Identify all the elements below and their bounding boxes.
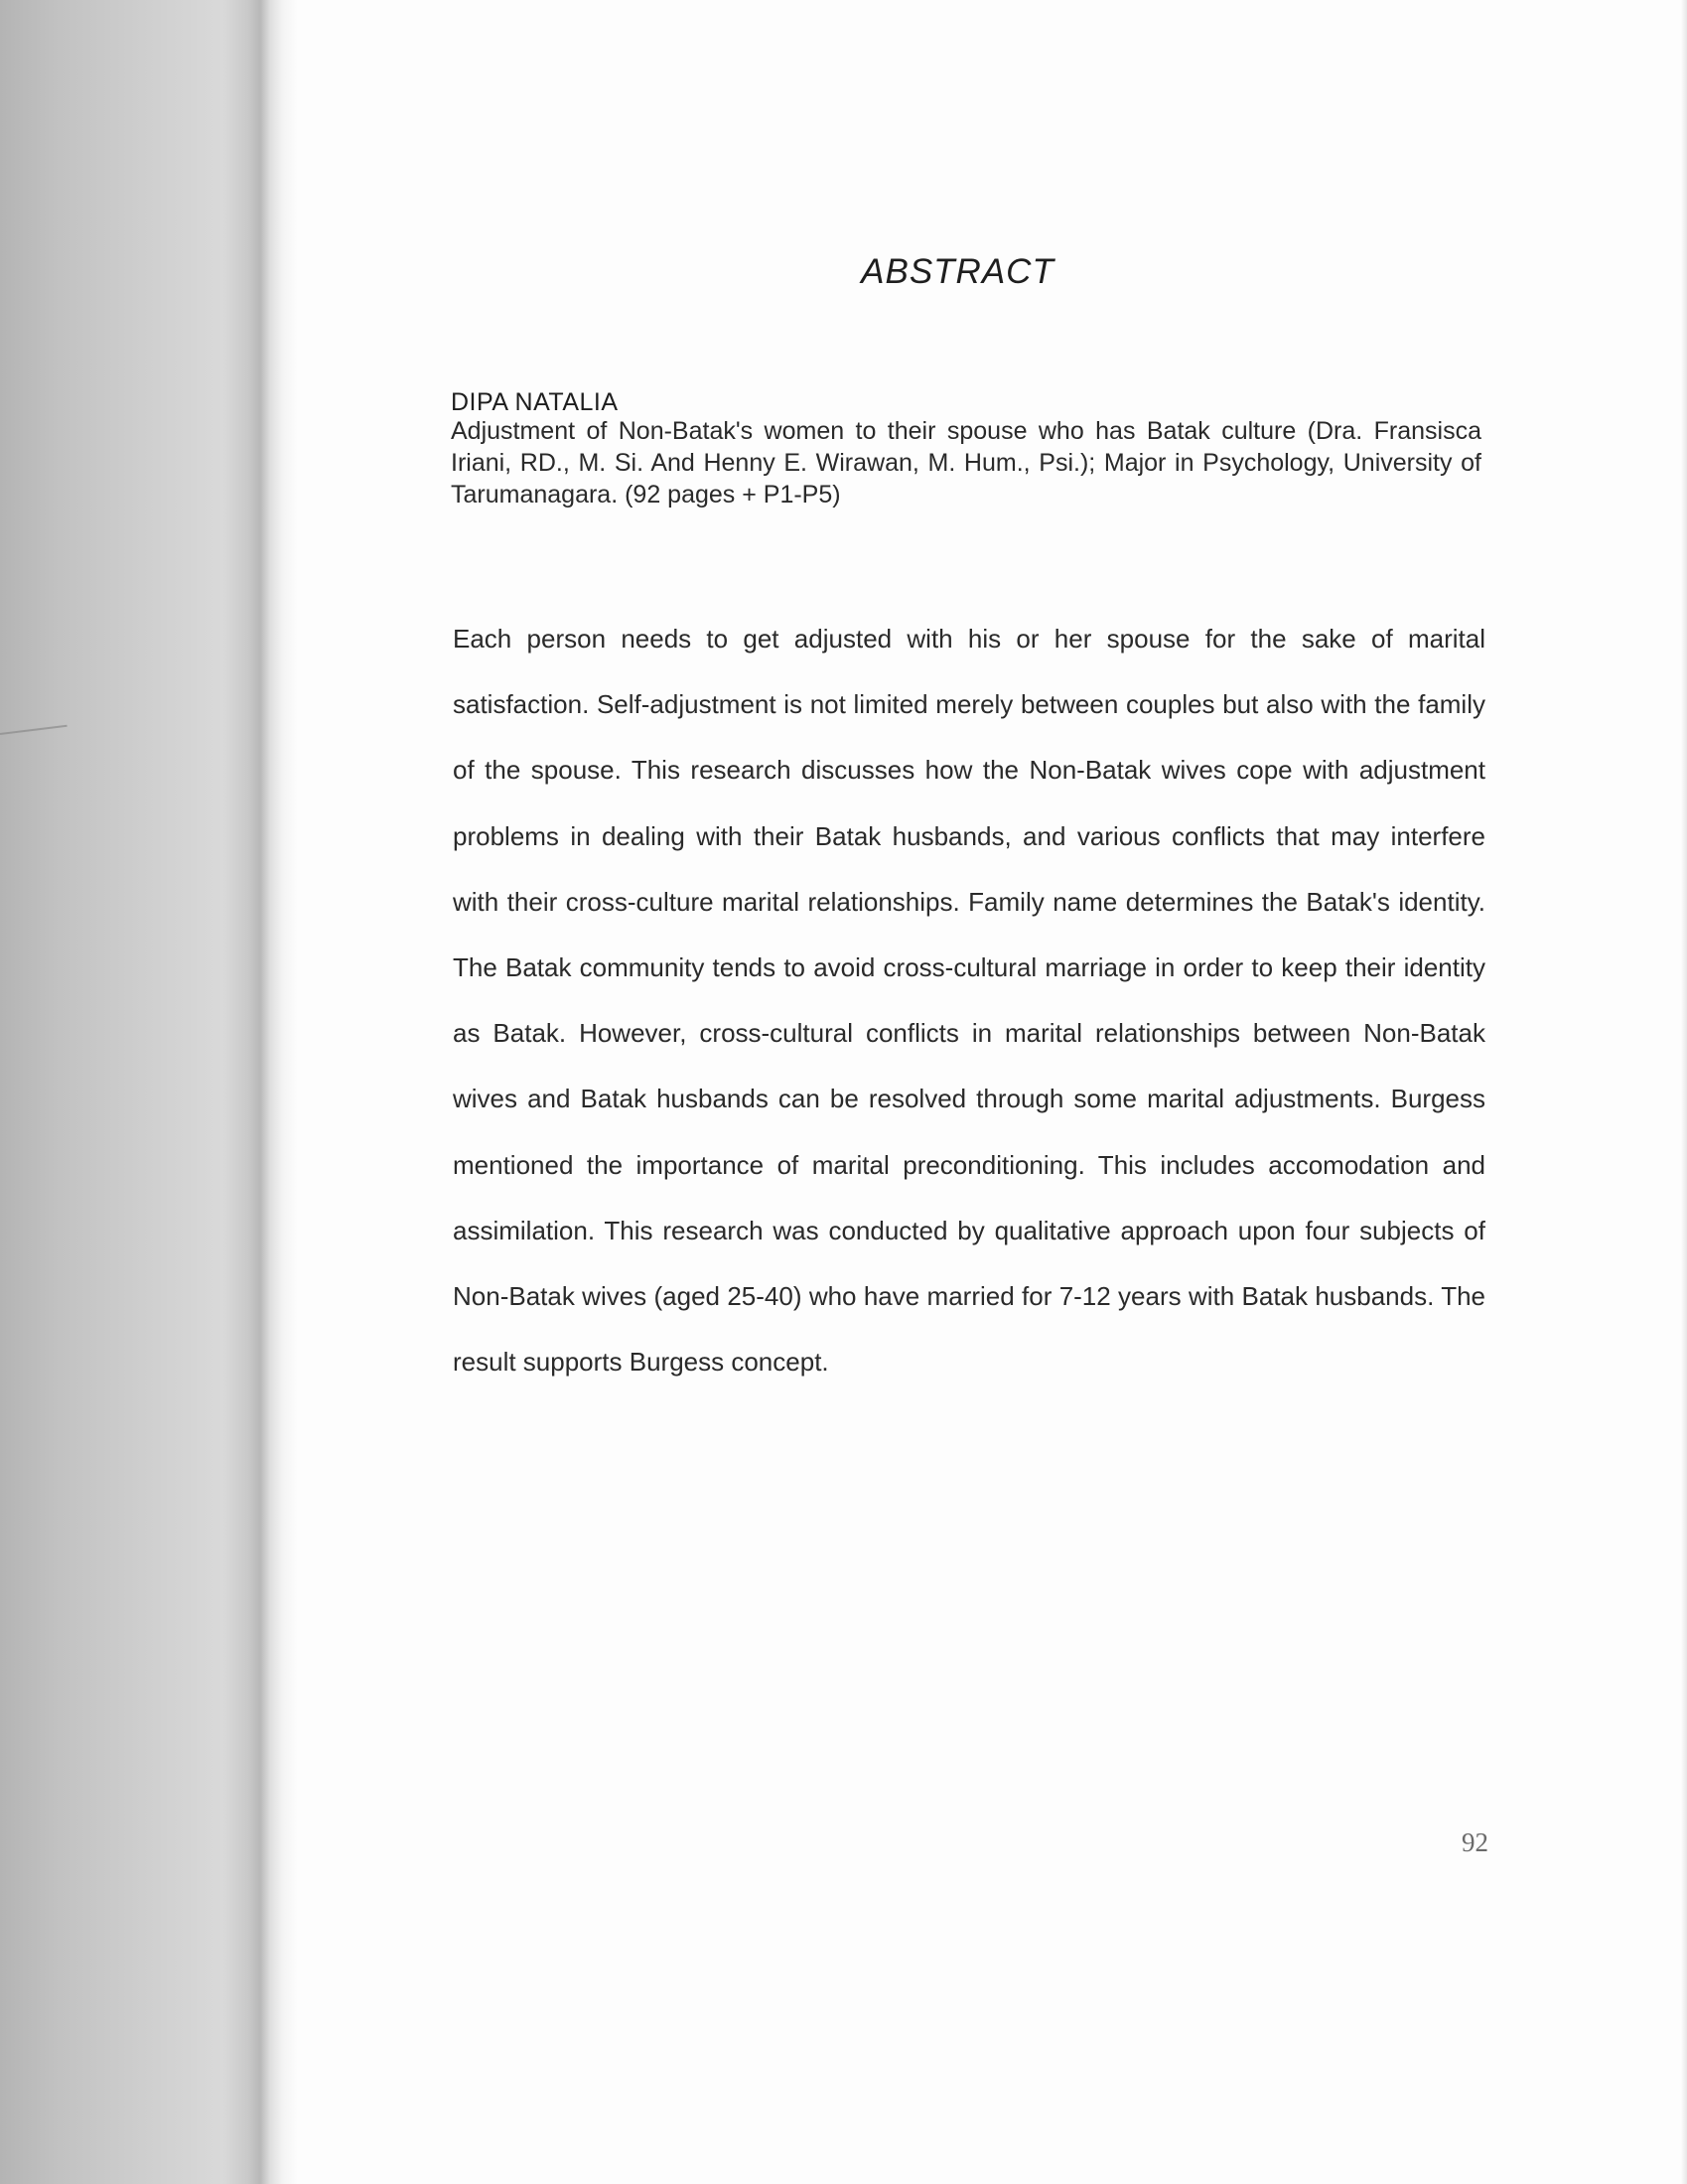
author-name: DIPA NATALIA: [451, 388, 619, 416]
abstract-title: ABSTRACT: [861, 252, 1054, 291]
page-number: 92: [1462, 1827, 1488, 1857]
thesis-citation: Adjustment of Non-Batak's women to their spouse who has Batak culture (Dra. Fransisca Iriani, RD., M. Si. And Henny E. Wirawan, M. Hum., Psi.); Major in Psychology, University of Tarumanagara. (92 pages + P1-P5): [451, 417, 1481, 509]
binding-shadow: [0, 0, 298, 2184]
abstract-body: Each person needs to get adjusted with his or her spouse for the sake of marital satisfaction. Self-adjustment is not limited merely between couples but also with the family of the spouse. This research discusses how the Non-Batak wives cope with adjustment problems in dealing with their Batak husbands, and various conflicts that may interfere with their cross-culture marital relationships. Family name determines the Batak's identity. The Batak community tends to avoid cross-cultural marriage in order to keep their identity as Batak. However, cross-cultural conflicts in marital relationships between Non-Batak wives and Batak husbands can be resolved through some marital adjustments. Burgess mentioned the importance of marital preconditioning. This includes accomodation and assimilation. This research was conducted by qualitative approach upon four subjects of Non-Batak wives (aged 25-40) who have married for 7-12 years with Batak husbands. The result supports Burgess concept.: [453, 624, 1485, 1378]
page-edge: [1681, 0, 1687, 2184]
